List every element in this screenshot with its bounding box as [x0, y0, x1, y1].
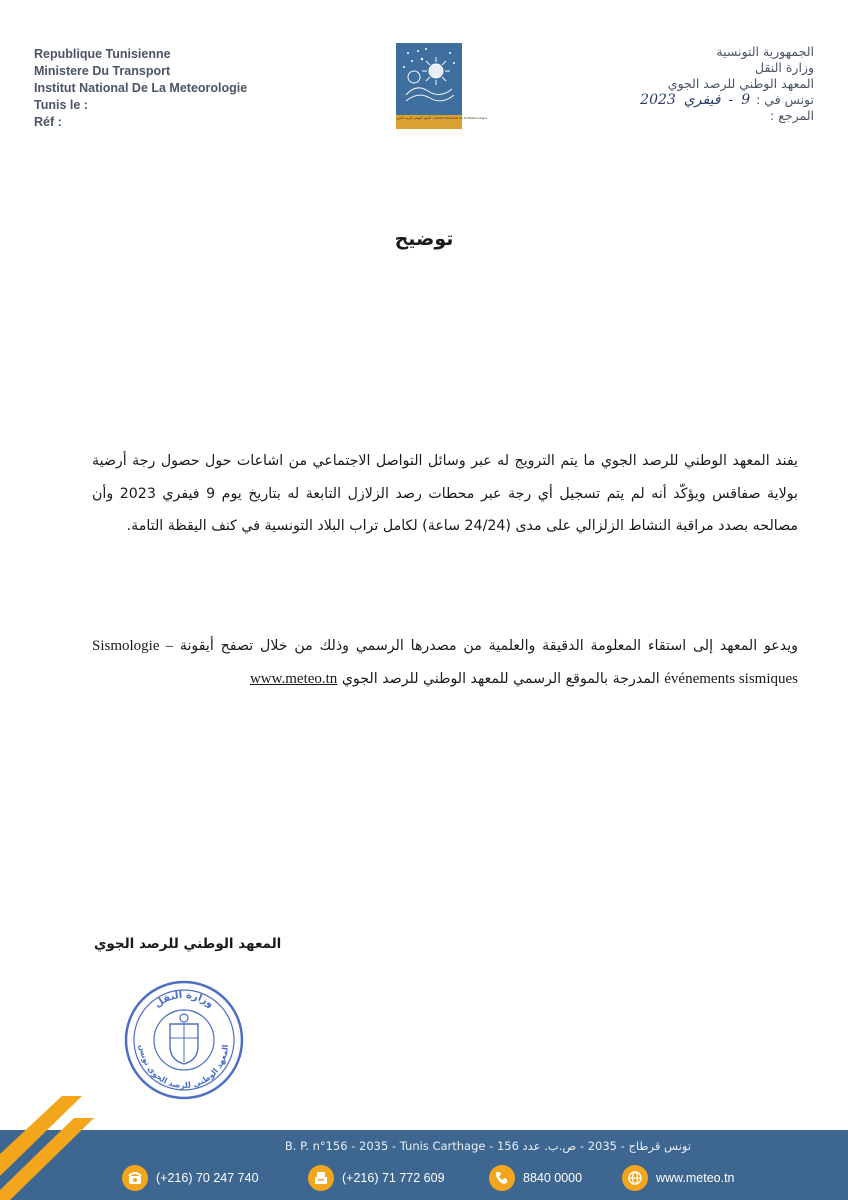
header-left-block [34, 46, 247, 131]
body-paragraph-1: يفند المعهد الوطني للرصد الجوي ما يتم الترويج له عبر وسائل التواصل الاجتماعي من اشاعات حول حصول رجة أرضية بولاية صفاقس ويؤكّد أنه لم يتم تسجيل أي رجة عبر محطات رصد الزلازل التابعة له بتاريخ يوم 9 فيفري 2023 وأن مصالحه بصدد مراقبة النشاط الزلزالي على مدى (24/24 ساعة) لكامل تراب البلاد التونسية في كنف اليقظة التامة. [92, 453, 798, 534]
stamp-text-top: وزارة النقل [152, 989, 216, 1010]
svg-text:وزارة النقل [153, 990, 216, 1010]
header-country-ar: الجمهورية التونسية [716, 44, 814, 59]
date-month: فيفري [683, 92, 721, 108]
header-institute: Institut National De La Meteorologie [34, 81, 248, 95]
phone-icon [122, 1165, 148, 1191]
phone-number: (+216) 70 247 740 [156, 1171, 259, 1185]
official-stamp-icon [122, 978, 246, 1102]
stamp-text-bottom: المعهد الوطني للرصد الجوي تونس [137, 1043, 231, 1091]
phone-handset-icon [489, 1165, 515, 1191]
decorative-stripes [0, 1080, 110, 1200]
footer-short-number[interactable] [489, 1164, 582, 1192]
fax-number: (+216) 71 772 609 [342, 1171, 445, 1185]
header-date-ar: تونس في : 9 - فيفري 2023 [640, 92, 814, 108]
footer-website[interactable] [622, 1164, 735, 1192]
header-institute-ar: المعهد الوطني للرصد الجوي [667, 76, 814, 91]
date-year: 2023 [640, 92, 676, 108]
header-ref-label: Réf : [34, 115, 62, 129]
date-day: 9 [741, 92, 751, 108]
footer-bar [0, 1130, 848, 1200]
p2-text-1: ويدعو المعهد إلى استقاء المعلومة الدقيقة والعلمية من مصدرها الرسمي وذلك من خلال تصفح أيقونة [179, 638, 799, 654]
header-country: Republique Tunisienne [34, 47, 171, 61]
date-label-ar: تونس في : [756, 92, 814, 107]
body-paragraph-2 [92, 630, 798, 695]
header-date-label: Tunis le : [34, 98, 88, 112]
header-ministry: Ministere Du Transport [34, 64, 171, 78]
logo-sun-icon [396, 43, 462, 115]
header-ministry-ar: وزارة النقل [755, 60, 814, 75]
svg-text:المعهد الوطني للرصد الجوي تونس [137, 1044, 230, 1090]
page-title: توضيح [394, 228, 454, 250]
header-ref-ar: المرجع : [770, 108, 814, 123]
institute-logo [396, 43, 487, 129]
website-link[interactable]: www.meteo.tn [249, 670, 338, 687]
footer-address: B. P. n°156 - 2035 - Tunis Carthage - تونس قرطاج - 2035 - ص.ب. عدد 156 [284, 1139, 692, 1153]
website-text: www.meteo.tn [656, 1171, 735, 1185]
logo-emblem [396, 43, 462, 115]
header-right-block [638, 44, 814, 124]
p2-text-2: المدرجة بالموقع الرسمي للمعهد الوطني للرصد الجوي [341, 670, 660, 687]
logo-caption: المعهد الوطني للرصد الجوي - Institut National de la Météorologie [396, 116, 487, 120]
footer-fax[interactable] [308, 1164, 445, 1192]
logo-caption-band [396, 115, 487, 129]
globe-icon [622, 1165, 648, 1191]
fax-icon [308, 1165, 334, 1191]
signature-label: المعهد الوطني للرصد الجوي [94, 936, 282, 952]
p2-latin-term: Sismologie – événements sismiques [92, 638, 798, 687]
footer-phone[interactable] [122, 1164, 259, 1192]
short-number: 8840 0000 [523, 1171, 583, 1185]
